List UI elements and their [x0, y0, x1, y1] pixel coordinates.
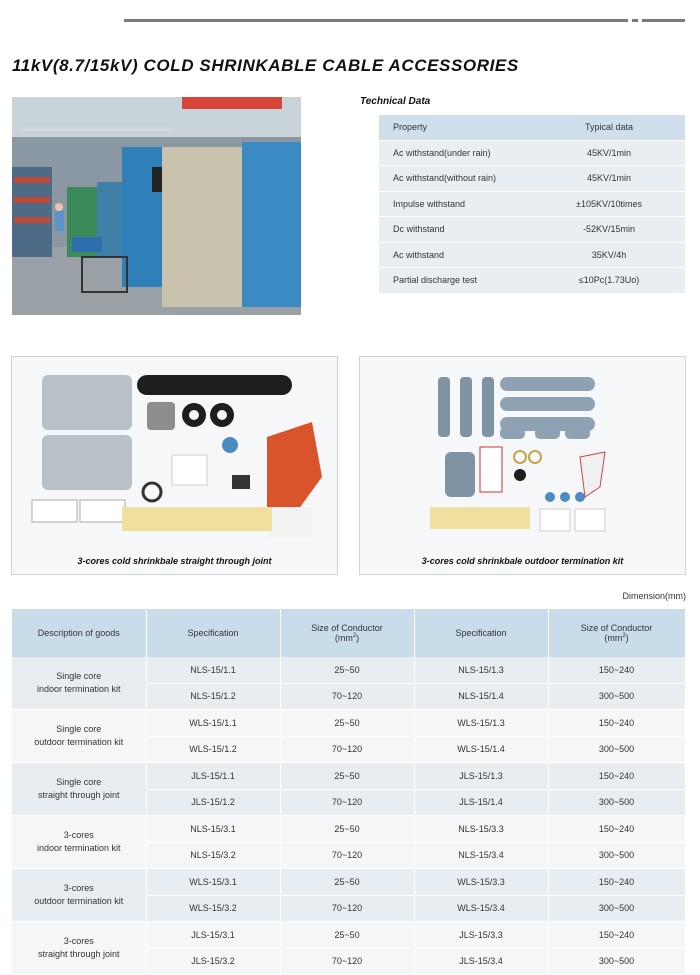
col-specification: Specification — [414, 609, 548, 657]
description-cell: 3-cores indoor termination kit — [12, 816, 146, 869]
straight-joint-photo — [11, 356, 338, 575]
factory-photo — [12, 97, 301, 315]
table-header-row — [359, 115, 685, 140]
col-typical-data: Typical data — [533, 115, 685, 140]
top-rule-dot — [632, 19, 638, 22]
col-size-of-conductor: Size of Conductor $(mm^2)$ — [548, 609, 685, 657]
top-rule-end — [642, 19, 685, 22]
description-cell: 3-cores outdoor termination kit — [12, 869, 146, 922]
table-row: Single core outdoor termination kit WLS-15/1.1 25~50 WLS-15/1.3 150~240 — [12, 710, 685, 737]
table-row: 3-cores outdoor termination kit WLS-15/3.1 25~50 WLS-15/3.3 150~240 — [12, 869, 685, 896]
dimension-note: Dimension(mm) — [622, 591, 686, 601]
table-row: Single core indoor termination kit NLS-15/1.1 25~50 NLS-15/1.3 150~240 — [12, 657, 685, 683]
table-row: 3-cores straight through joint JLS-15/3.1 25~50 JLS-15/3.3 150~240 — [12, 922, 685, 949]
table-row: JLS-15/3.2 70~120 JLS-15/3.4 300~500 — [12, 948, 685, 975]
col-property: Property — [379, 115, 533, 140]
col-specification: Specification — [146, 609, 280, 657]
table-row: Ac withstand(without rain) 45KV/1min — [359, 166, 685, 192]
description-cell: 3-cores straight through joint — [12, 922, 146, 975]
page-title: 11kV(8.7/15kV) COLD SHRINKABLE CABLE ACCESSORIES — [12, 56, 519, 75]
col-description: Description of goods — [12, 609, 146, 657]
table-row: Partial discharge test ≤10Pc(1.73Uo) — [359, 268, 685, 294]
table-row: Ac withstand 35KV/4h — [359, 242, 685, 268]
table-row: Single core straight through joint JLS-15/1.1 25~50 JLS-15/1.3 150~240 — [12, 763, 685, 790]
table-row: NLS-15/3.2 70~120 NLS-15/3.4 300~500 — [12, 842, 685, 869]
table-row: 3-cores indoor termination kit NLS-15/3.1 25~50 NLS-15/3.3 150~240 — [12, 816, 685, 843]
description-cell: Single core outdoor termination kit — [12, 710, 146, 763]
description-cell: Single core indoor termination kit — [12, 657, 146, 710]
table-row: Dc withstand -52KV/15min — [359, 217, 685, 243]
table-row: NLS-15/1.2 70~120 NLS-15/1.4 300~500 — [12, 683, 685, 710]
technical-data-heading: Technical Data — [360, 96, 431, 107]
table-header-row — [12, 609, 685, 657]
top-rule — [124, 19, 628, 22]
table-row: Impulse withstand ±105KV/10times — [359, 191, 685, 217]
col-size-of-conductor: Size of Conductor $(mm^2)$ — [280, 609, 414, 657]
termination-kit-photo — [359, 356, 686, 575]
technical-data-table — [359, 115, 685, 294]
product-table — [12, 609, 686, 975]
table-row: WLS-15/1.2 70~120 WLS-15/1.4 300~500 — [12, 736, 685, 763]
straight-joint-caption: 3-cores cold shrinkbale straight through joint — [77, 556, 272, 566]
table-row: JLS-15/1.2 70~120 JLS-15/1.4 300~500 — [12, 789, 685, 816]
description-cell: Single core straight through joint — [12, 763, 146, 816]
table-row: Ac withstand(under rain) 45KV/1min — [359, 140, 685, 166]
table-row: WLS-15/3.2 70~120 WLS-15/3.4 300~500 — [12, 895, 685, 922]
termination-kit-caption: 3-cores cold shrinkbale outdoor termination kit — [421, 556, 624, 566]
